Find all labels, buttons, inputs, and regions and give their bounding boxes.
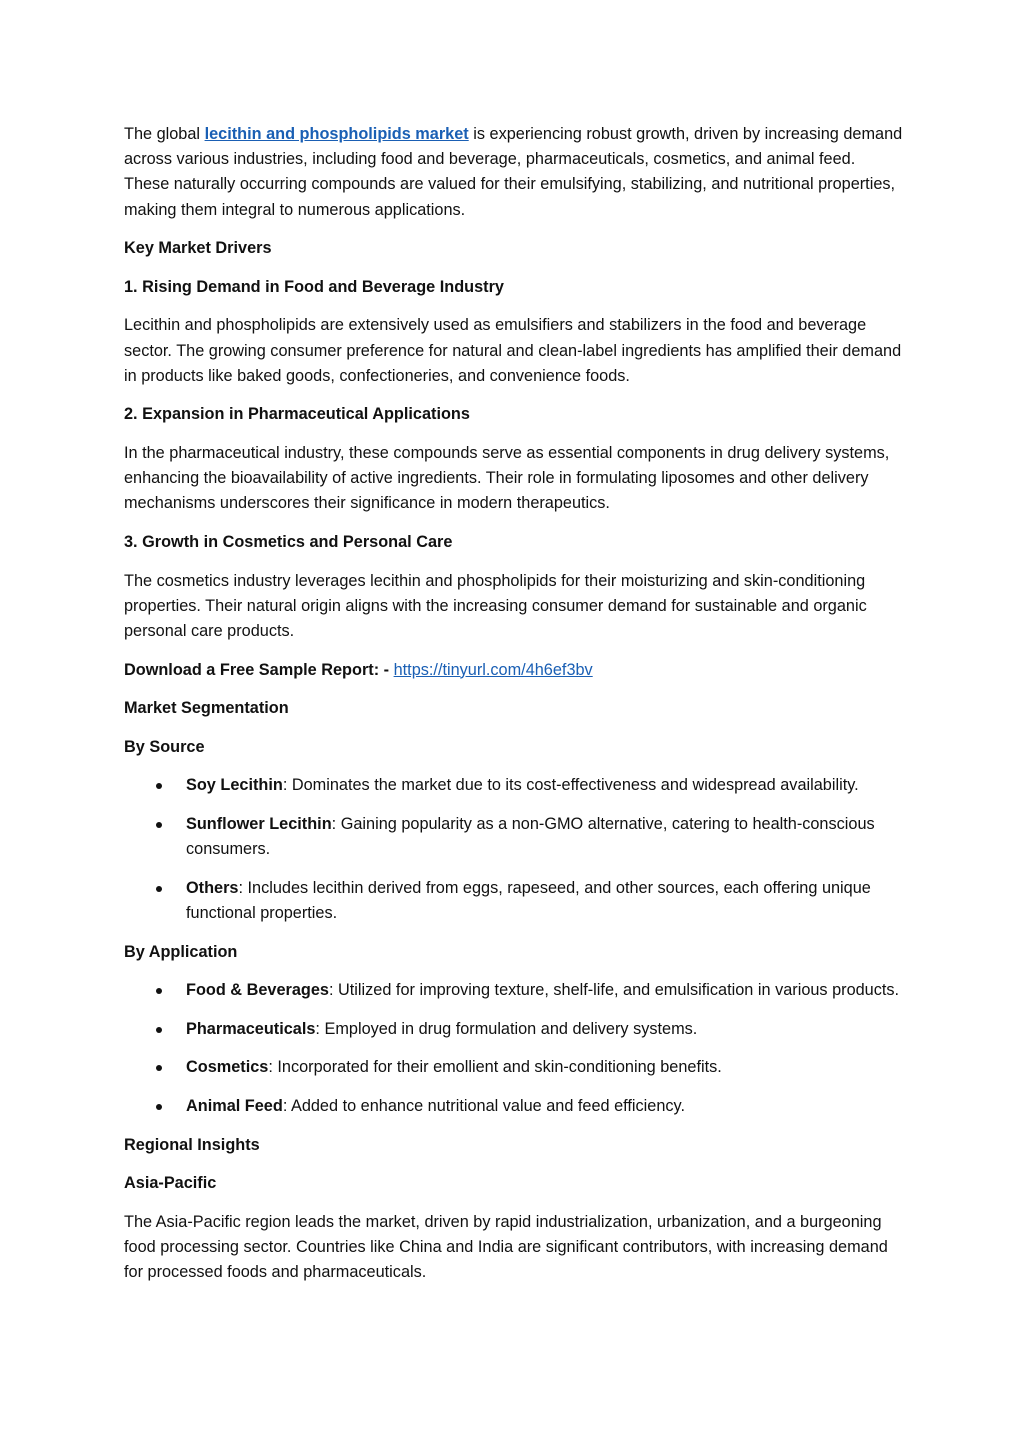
list-item xyxy=(124,1055,904,1080)
intro-paragraph xyxy=(124,122,904,223)
list-item xyxy=(124,1017,904,1042)
by-source-heading: By Source xyxy=(124,737,205,756)
asia-pacific-heading: Asia-Pacific xyxy=(124,1174,217,1193)
sample-report-link[interactable]: https://tinyurl.com/4h6ef3bv xyxy=(393,660,593,679)
list-item-term: Pharmaceuticals xyxy=(186,1019,316,1038)
list-item-desc: : Includes lecithin derived from eggs, rapeseed, and other sources, each offering unique functional properties. xyxy=(186,878,871,922)
market-link[interactable]: lecithin and phospholipids market xyxy=(204,125,469,143)
list-item xyxy=(124,978,904,1003)
segmentation-heading: Market Segmentation xyxy=(124,699,289,718)
intro-prefix: The global xyxy=(124,125,205,143)
list-item-desc: : Utilized for improving texture, shelf-life, and emulsification in various products. xyxy=(328,981,900,1000)
list-item-term: Soy Lecithin xyxy=(186,776,283,795)
list-item xyxy=(124,773,904,798)
list-item xyxy=(124,812,904,862)
driver-2-heading: 2. Expansion in Pharmaceutical Applications xyxy=(124,405,470,424)
list-item-desc: : Employed in drug formulation and delivery systems. xyxy=(315,1019,698,1038)
bullet-icon xyxy=(156,783,162,789)
list-item-desc: : Dominates the market due to its cost-effectiveness and widespread availability. xyxy=(282,776,859,795)
list-item-desc: : Gaining popularity as a non-GMO alternative, catering to health-conscious consumers. xyxy=(186,814,875,859)
document-page xyxy=(124,122,904,1299)
bullet-icon xyxy=(156,1027,162,1033)
list-item-term: Animal Feed xyxy=(186,1096,283,1115)
download-label: Download a Free Sample Report: - xyxy=(124,660,394,679)
bullet-icon xyxy=(156,1104,162,1110)
asia-pacific-body: The Asia-Pacific region leads the market, driven by rapid industrialization, urbanization, and a burgeoning food processing sector. Countries like China and India are significant contributors, with increasing demand for processed foods and pharmaceuticals. xyxy=(124,1212,888,1282)
by-source-list xyxy=(124,773,904,926)
driver-2-body: In the pharmaceutical industry, these compounds serve as essential components in drug delivery systems, enhancing the bioavailability of active ingredients. Their role in formulating liposomes and other delivery mechanisms underscores their significance in modern therapeutics. xyxy=(124,443,890,513)
list-item xyxy=(124,1094,904,1119)
key-drivers-heading: Key Market Drivers xyxy=(124,239,272,258)
bullet-icon xyxy=(156,886,162,892)
driver-1-heading: 1. Rising Demand in Food and Beverage Industry xyxy=(124,277,504,296)
list-item-desc: : Added to enhance nutritional value and feed efficiency. xyxy=(282,1096,686,1115)
list-item-term: Cosmetics xyxy=(186,1058,269,1077)
driver-3-heading: 3. Growth in Cosmetics and Personal Care xyxy=(124,532,453,551)
download-line xyxy=(124,658,904,683)
driver-1-body: Lecithin and phospholipids are extensively used as emulsifiers and stabilizers in the food and beverage sector. The growing consumer preference for natural and clean-label ingredients has amplified their demand in products like baked goods, confectioneries, and convenience foods. xyxy=(124,316,902,385)
driver-3-body: The cosmetics industry leverages lecithin and phospholipids for their moisturizing and skin-conditioning properties. Their natural origin aligns with the increasing consumer demand for sustainable and organic personal care products. xyxy=(124,571,867,640)
bullet-icon xyxy=(156,988,162,994)
intro-suffix: is experiencing robust growth, driven by increasing demand across various industries, including food and beverage, pharmaceuticals, cosmetics, and animal feed. These naturally occurring compounds are valued for their emulsifying, stabilizing, and nutritional properties, making them integral to numerous applications. xyxy=(124,125,903,219)
by-application-list xyxy=(124,978,904,1119)
bullet-icon xyxy=(156,1065,162,1071)
by-application-heading: By Application xyxy=(124,942,238,961)
list-item xyxy=(124,876,904,926)
regional-heading: Regional Insights xyxy=(124,1135,260,1154)
list-item-term: Others xyxy=(186,878,239,897)
bullet-icon xyxy=(156,822,162,828)
list-item-term: Food & Beverages xyxy=(186,981,329,1000)
list-item-desc: : Incorporated for their emollient and skin-conditioning benefits. xyxy=(268,1058,722,1077)
list-item-term: Sunflower Lecithin xyxy=(186,814,332,833)
